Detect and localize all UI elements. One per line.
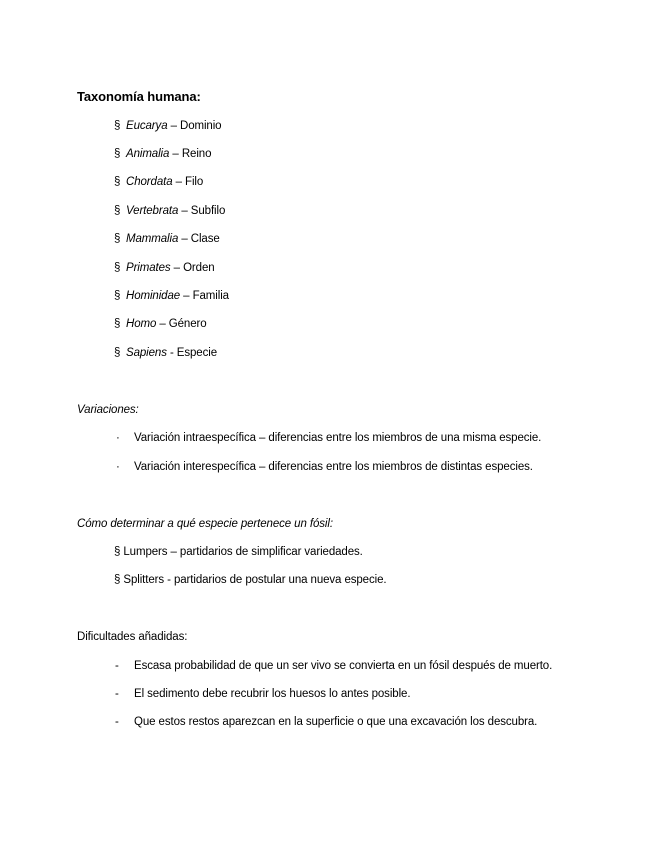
separator: – bbox=[172, 176, 186, 188]
taxonomy-item bbox=[114, 233, 220, 249]
separator: – bbox=[178, 233, 191, 245]
dificultades-item bbox=[115, 660, 552, 672]
section-mark: § bbox=[114, 262, 121, 274]
section-mark: § bbox=[114, 120, 121, 132]
taxon-name: Eucarya bbox=[126, 120, 168, 132]
taxon-rank: Reino bbox=[181, 148, 212, 160]
taxon-rank: Subfilo bbox=[190, 205, 226, 217]
taxonomy-item bbox=[114, 176, 203, 192]
dificultades-text: Que estos restos aparezcan en la superficie o que una excavación los descubra. bbox=[134, 716, 538, 728]
taxon-name: Sapiens bbox=[126, 347, 167, 359]
section-mark: § bbox=[114, 176, 121, 188]
separator: – bbox=[178, 205, 191, 217]
separator: - bbox=[166, 347, 177, 359]
taxonomy-item bbox=[114, 347, 217, 363]
taxon-rank: Orden bbox=[183, 262, 215, 274]
fosil-label: Cómo determinar a qué especie pertenece un fósil: bbox=[77, 518, 333, 530]
dash-mark: - bbox=[115, 716, 119, 728]
section-mark: § bbox=[114, 205, 121, 217]
variaciones-item bbox=[116, 432, 541, 444]
fosil-item: § Splitters - partidarios de postular una nueva especie. bbox=[114, 574, 387, 586]
variaciones-text: Variación intraespecífica – diferencias entre los miembros de una misma especie. bbox=[134, 432, 542, 444]
separator: – bbox=[156, 318, 169, 330]
taxonomy-item bbox=[114, 205, 225, 221]
taxon-rank: Especie bbox=[176, 347, 217, 359]
taxon-rank: Dominio bbox=[180, 120, 222, 132]
section-mark: § bbox=[114, 290, 121, 302]
dash-mark: - bbox=[115, 688, 119, 700]
section-mark: § bbox=[114, 233, 121, 245]
taxon-name: Primates bbox=[126, 262, 171, 274]
dificultades-label: Dificultades añadidas: bbox=[77, 631, 188, 643]
dificultades-text: El sedimento debe recubrir los huesos lo antes posible. bbox=[134, 688, 411, 700]
taxonomy-item bbox=[114, 148, 211, 164]
taxonomy-item bbox=[114, 120, 221, 136]
taxonomy-item bbox=[114, 262, 215, 278]
taxon-name: Chordata bbox=[126, 176, 173, 188]
section-mark: § bbox=[114, 318, 121, 330]
taxon-rank: Familia bbox=[192, 290, 229, 302]
taxon-rank: Filo bbox=[185, 176, 204, 188]
dificultades-text: Escasa probabilidad de que un ser vivo se convierta en un fósil después de muerto. bbox=[134, 660, 553, 672]
separator: – bbox=[167, 120, 180, 132]
dificultades-item bbox=[115, 688, 410, 700]
taxon-rank: Género bbox=[168, 318, 207, 330]
bullet-mark: · bbox=[116, 461, 120, 473]
taxon-name: Animalia bbox=[126, 148, 170, 160]
section-mark: § bbox=[114, 347, 121, 359]
separator: – bbox=[180, 290, 193, 302]
fosil-item: § Lumpers – partidarios de simplificar variedades. bbox=[114, 546, 363, 558]
separator: – bbox=[169, 148, 182, 160]
variaciones-label: Variaciones: bbox=[77, 404, 139, 416]
document-heading: Taxonomía humana: bbox=[77, 89, 201, 104]
taxon-name: Homo bbox=[126, 318, 157, 330]
separator: – bbox=[170, 262, 184, 274]
section-mark: § bbox=[114, 148, 121, 160]
taxon-rank: Clase bbox=[190, 233, 220, 245]
variaciones-item bbox=[116, 461, 533, 473]
taxonomy-item bbox=[114, 290, 229, 306]
taxonomy-item bbox=[114, 318, 207, 334]
taxon-name: Hominidae bbox=[126, 290, 181, 302]
taxon-name: Mammalia bbox=[126, 233, 179, 245]
taxon-name: Vertebrata bbox=[126, 205, 179, 217]
dificultades-item bbox=[115, 716, 537, 728]
bullet-mark: · bbox=[116, 432, 120, 444]
dash-mark: - bbox=[115, 660, 119, 672]
variaciones-text: Variación interespecífica – diferencias entre los miembros de distintas especies. bbox=[134, 461, 533, 473]
